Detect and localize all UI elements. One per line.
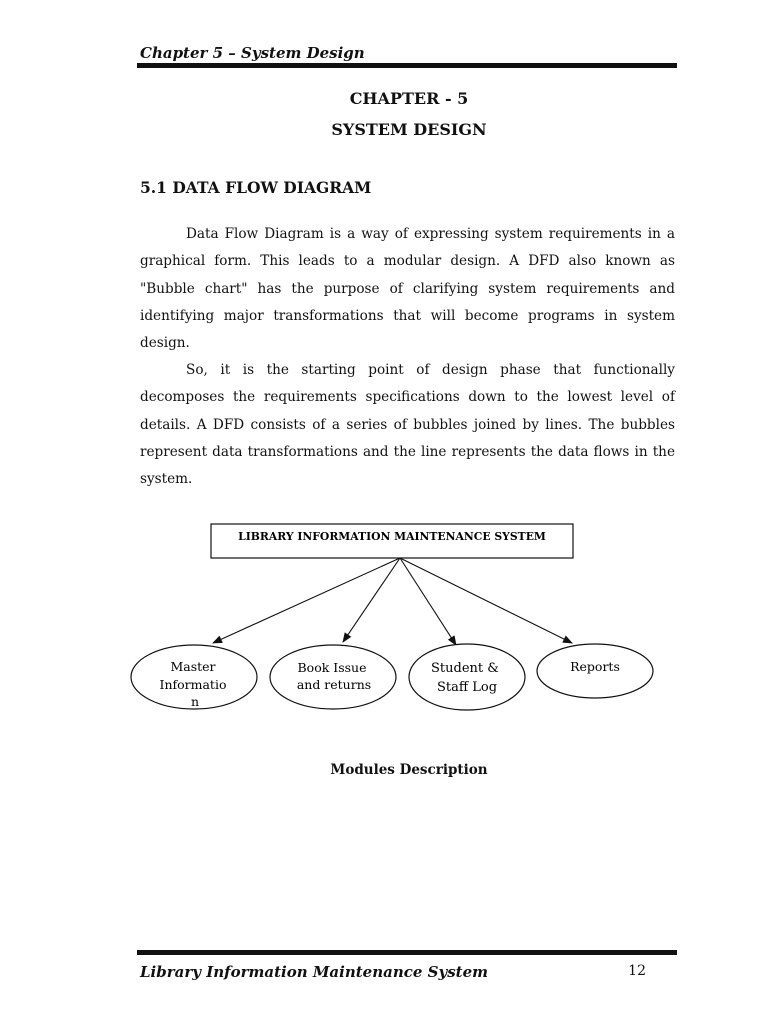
module-master-line3: n xyxy=(190,694,200,709)
flow-arrow-reports xyxy=(400,558,572,643)
section-heading: 5.1 DATA FLOW DIAGRAM xyxy=(140,178,372,197)
flow-arrow-master xyxy=(213,558,400,643)
module-reports-label: Reports xyxy=(570,659,620,674)
module-student-line1: Student & xyxy=(431,661,499,676)
running-footer: Library Information Maintenance System xyxy=(140,963,488,981)
flow-arrows xyxy=(213,558,572,645)
module-bubble-student-staff xyxy=(409,644,525,710)
module-bubble-master xyxy=(131,645,257,709)
module-master-line1: Master xyxy=(170,659,216,674)
flow-arrow-student xyxy=(400,558,456,645)
module-bubble-reports xyxy=(537,644,653,698)
footer-rule xyxy=(137,950,677,955)
chapter-number: CHAPTER - 5 xyxy=(349,89,469,108)
module-bubble-book-issue xyxy=(270,645,396,709)
chapter-title: SYSTEM DESIGN xyxy=(331,120,487,139)
running-header: Chapter 5 – System Design xyxy=(140,44,365,62)
module-master-line2: Informatio xyxy=(159,677,227,692)
module-book-line1: Book Issue xyxy=(297,660,367,675)
module-book-line2: and returns xyxy=(296,677,372,692)
paragraph-1: Data Flow Diagram is a way of expressing system requirements in a graphical form. This leads to a modular design. A DFD also known as "Bubble chart" has the purpose of clarifying system requirements and identifying major transformations that will become programs in system design. xyxy=(140,226,675,352)
root-node-label: LIBRARY INFORMATION MAINTENANCE SYSTEM xyxy=(238,530,546,543)
root-node xyxy=(211,524,573,558)
module-student-line2: Staff Log xyxy=(436,680,498,695)
page-number: 12 xyxy=(628,963,646,979)
paragraph-2: So, it is the starting point of design phase that functionally decomposes the requirements specifications down to the lowest level of details. A DFD consists of a series of bubbles joined by lines. The bubbles represent data transformations and the line represents the data flows in the system. xyxy=(140,362,675,488)
diagram-caption: Modules Description xyxy=(330,762,488,778)
